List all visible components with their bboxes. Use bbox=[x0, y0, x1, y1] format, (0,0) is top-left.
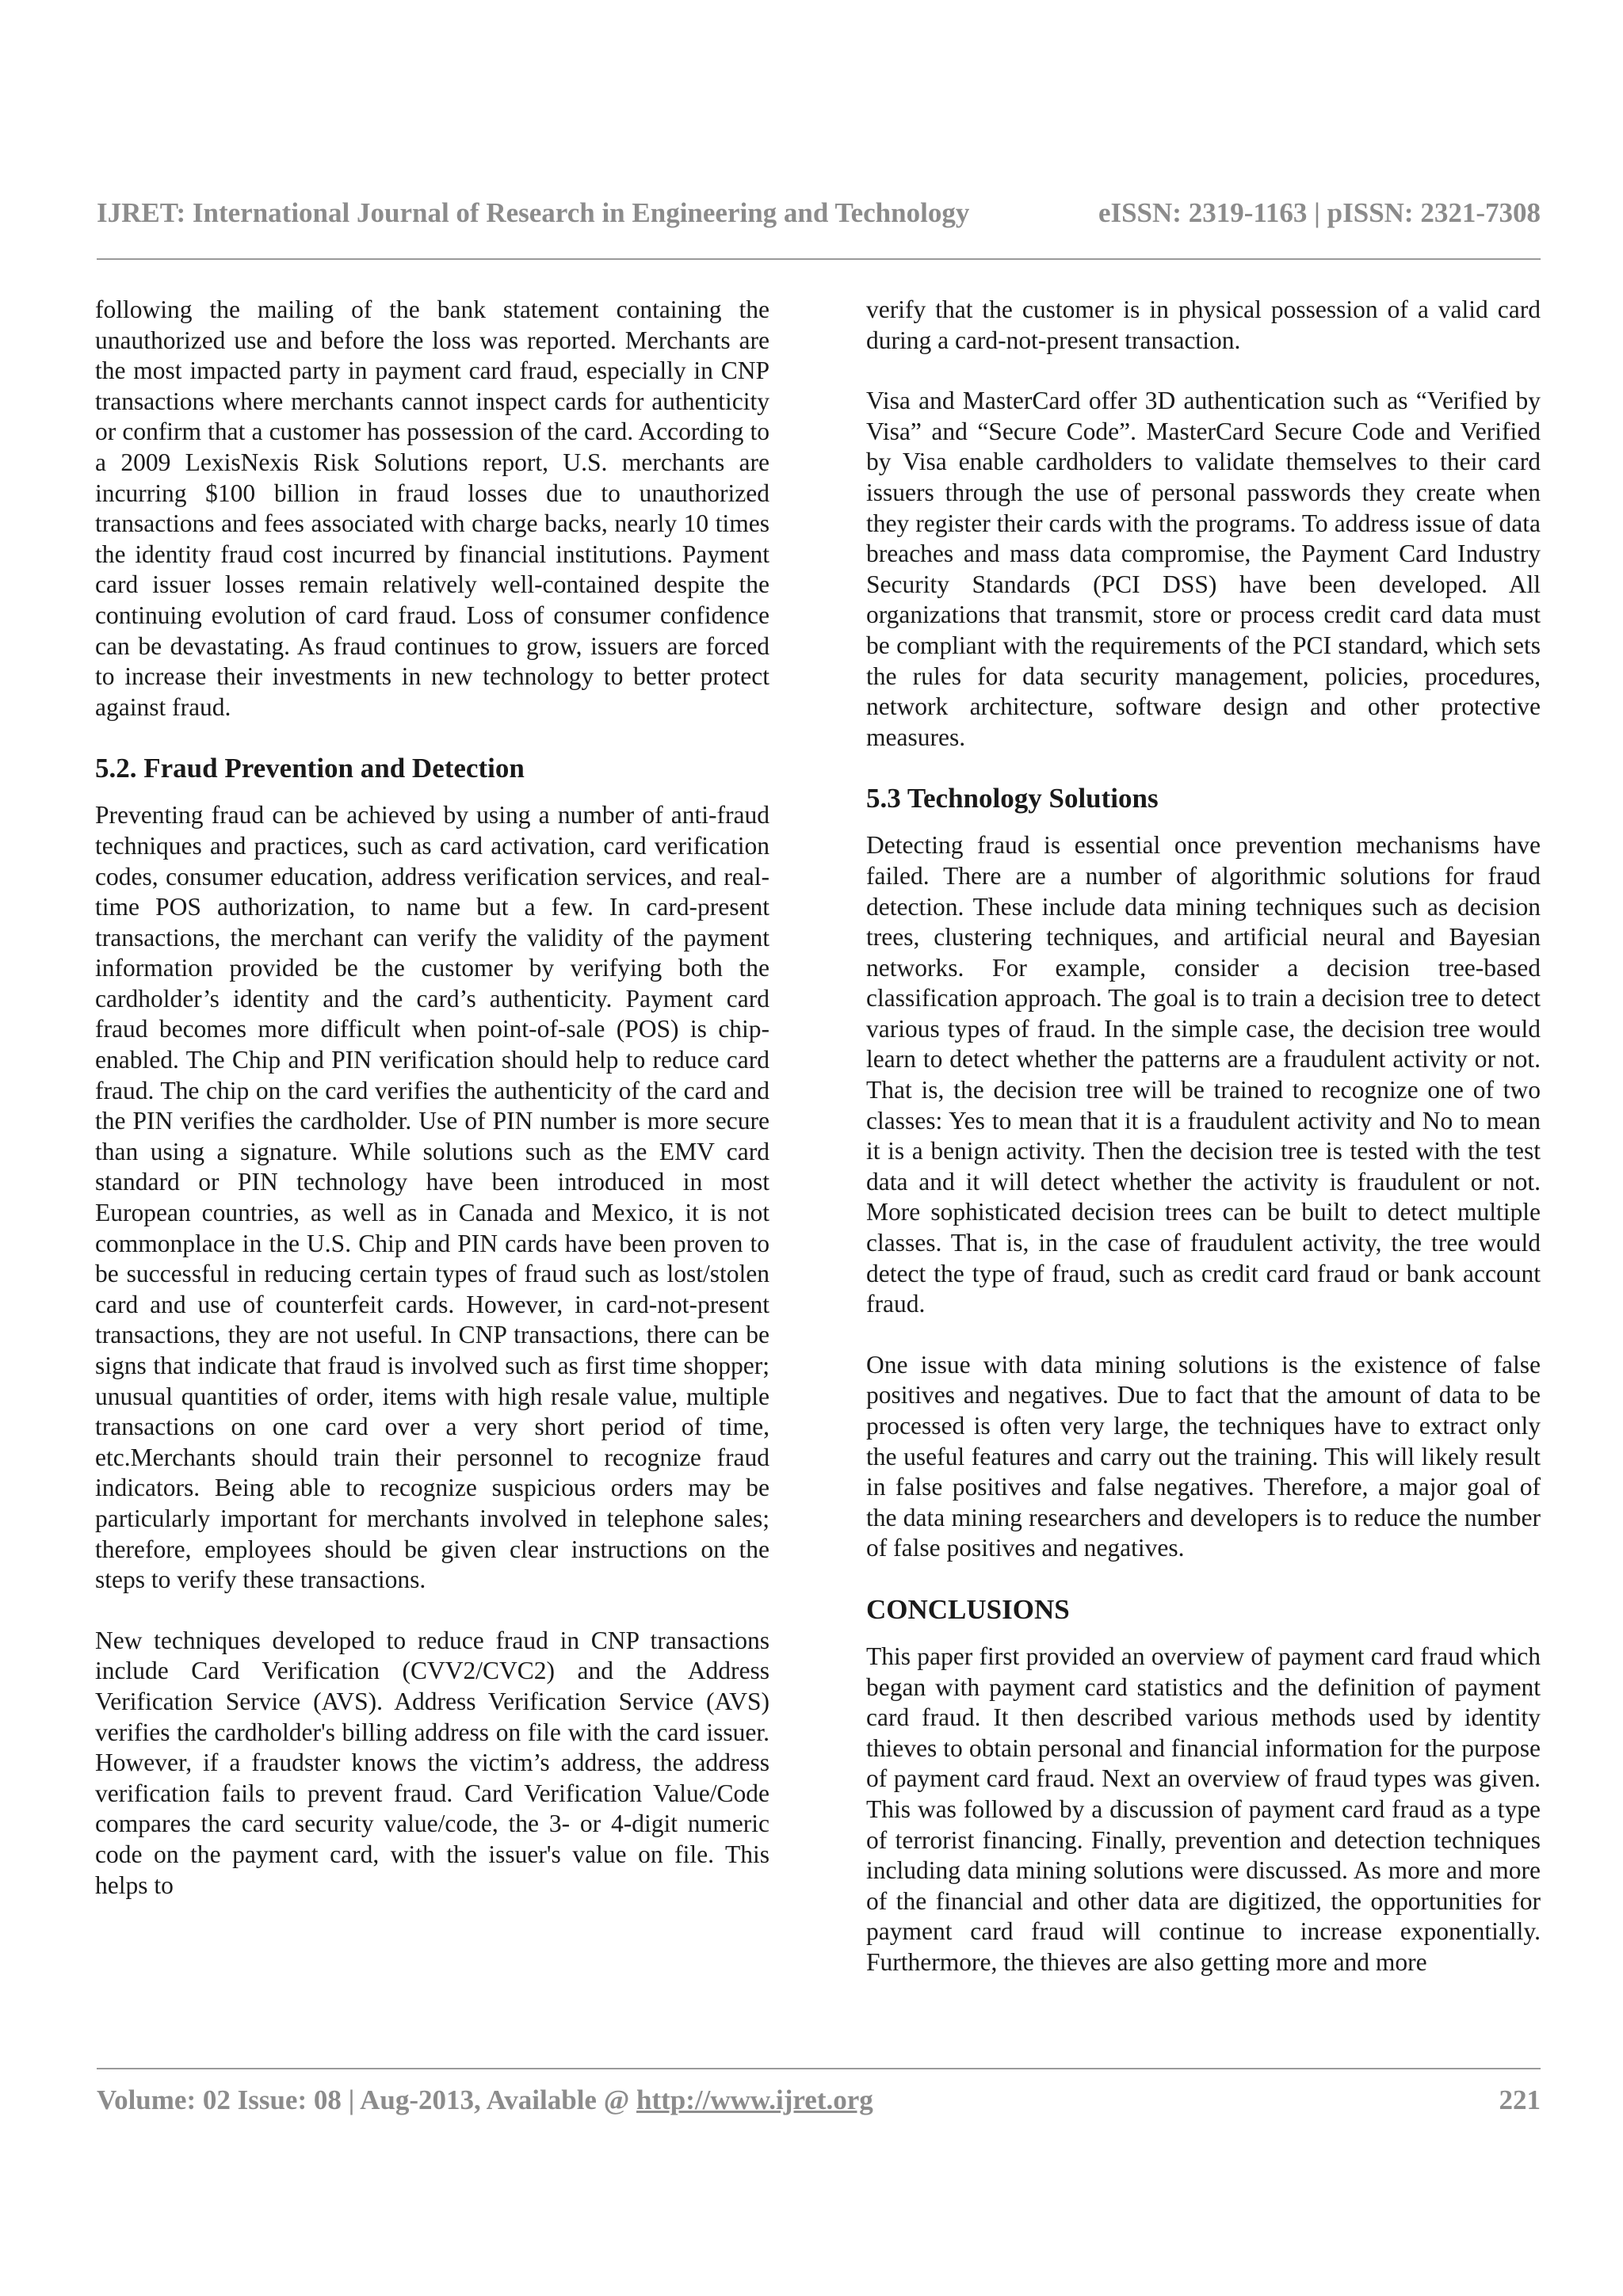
right-paragraph-5: This paper first provided an overview of payment card fraud which began with payment card statistics and the definition of payment card fraud. It then described various methods used by identity thieves to obtain personal and financial information for the purpose of payment card fraud. Next an overview of fraud types was given. This was followed by a discussion of payment card fraud as a type of terrorist financing. Finally, prevention and detection techniques including data mining solutions were discussed. As more and more of the financial and other data are digitized, the opportunities for payment card fraud will continue to increase exponentially. Furthermore, the thieves are also getting more and more bbox=[866, 1642, 1541, 1976]
journal-title: IJRET: International Journal of Research in Engineering and Technology bbox=[97, 197, 970, 228]
section-heading-5-3: 5.3 Technology Solutions bbox=[866, 783, 1159, 814]
page-header bbox=[97, 195, 1541, 231]
right-paragraph-2: Visa and MasterCard offer 3D authentication such as “Verified by Visa” and “Secure Code”. MasterCard Secure Code and Verified by Visa enable cardholders to validate themselves to their card issuers through the use of personal passwords they create when they register their cards with the programs. To address issue of data breaches and mass data compromise, the Payment Card Industry Security Standards (PCI DSS) have been developed. All organizations that transmit, store or process credit card data must be compliant with the requirements of the PCI standard, which sets the rules for data security management, policies, procedures, network architecture, software design and other protective measures. bbox=[866, 387, 1541, 751]
right-paragraph-3: Detecting fraud is essential once prevention mechanisms have failed. There are a number of algorithmic solutions for fraud detection. These include data mining techniques such as decision trees, clustering techniques, and artificial neural and Bayesian networks. For example, consider a decision tree-based classification approach. The goal is to train a decision tree to detect various types of fraud. In the simple case, the decision tree would learn to detect whether the patterns are a fraudulent activity or not. That is, the decision tree will be trained to recognize one of two classes: Yes to mean that it is a fraudulent activity and No to mean it is a benign activity. Then the decision tree is tested with the test data and it will detect whether the activity is fraudulent or not. More sophisticated decision trees can be built to detect multiple classes. That is, in the case of fraudulent activity, the tree would detect the type of fraud, such as credit card fraud or bank account fraud. bbox=[866, 831, 1541, 1318]
left-paragraph-3: New techniques developed to reduce fraud in CNP transactions include Card Verification (CVV2/CVC2) and the Address Verification Service (AVS). Address Verification Service (AVS) verifies the cardholder's billing address on file with the card issuer. However, if a fraudster knows the victim’s address, the address verification fails to prevent fraud. Card Verification Value/Code compares the card security value/code, the 3- or 4-digit numeric code on the payment card, with the issuer's value on file. This helps to bbox=[95, 1626, 769, 1899]
left-paragraph-1: following the mailing of the bank statement containing the unauthorized use and before the loss was reported. Merchants are the most impacted party in payment card fraud, especially in CNP transactions where merchants cannot inspect cards for authenticity or confirm that a customer has possession of the card. According to a 2009 LexisNexis Risk Solutions report, U.S. merchants are incurring $100 billion in fraud losses due to unauthorized transactions and fees associated with charge backs, nearly 10 times the identity fraud cost incurred by financial institutions. Payment card issuer losses remain relatively well-contained despite the continuing evolution of card fraud. Loss of consumer confidence can be devastating. As fraud continues to grow, issuers are forced to increase their investments in new technology to better protect against fraud. bbox=[95, 296, 769, 721]
page-number: 221 bbox=[1499, 2084, 1541, 2115]
left-column bbox=[95, 295, 769, 1901]
issn-text: eISSN: 2319-1163 | pISSN: 2321-7308 bbox=[1098, 197, 1541, 228]
conclusions-heading: CONCLUSIONS bbox=[866, 1593, 1070, 1625]
section-heading-5-2: 5.2. Fraud Prevention and Detection bbox=[95, 753, 525, 784]
page-footer bbox=[97, 2082, 1541, 2119]
journal-link[interactable]: http://www.ijret.org bbox=[636, 2084, 873, 2115]
footer-volume bbox=[97, 2084, 873, 2116]
right-column bbox=[866, 295, 1541, 1978]
footer-rule bbox=[97, 2068, 1541, 2069]
footer-volume-text: Volume: 02 Issue: 08 | Aug-2013, Available @ bbox=[97, 2084, 637, 2115]
left-paragraph-2: Preventing fraud can be achieved by using a number of anti-fraud techniques and practices, such as card activation, card verification codes, consumer education, address verification services, and real-time POS authorization, to name but a few. In card-present transactions, the merchant can verify the validity of the payment information provided be the customer by verifying both the cardholder’s identity and the card’s authenticity. Payment card fraud becomes more difficult when point-of-sale (POS) is chip-enabled. The Chip and PIN verification should help to reduce card fraud. The chip on the card verifies the authenticity of the card and the PIN verifies the cardholder. Use of PIN number is more secure than using a signature. While solutions such as the EMV card standard or PIN technology have been introduced in most European countries, as well as in Canada and Mexico, it is not commonplace in the U.S. Chip and PIN cards have been proven to be successful in reducing certain types of fraud such as lost/stolen card and use of counterfeit cards. However, in card-not-present transactions, they are not useful. In CNP transactions, there can be signs that indicate that fraud is involved such as first time shopper; unusual quantities of order, items with high resale value, multiple transactions on one card over a very short period of time, etc.Merchants should train their personnel to recognize fraud indicators. Being able to recognize suspicious orders may be particularly important for merchants involved in telephone sales; therefore, employees should be given clear instructions on the steps to verify these transactions. bbox=[95, 801, 769, 1594]
header-rule bbox=[97, 258, 1541, 260]
right-paragraph-1: verify that the customer is in physical possession of a valid card during a card-not-present transaction. bbox=[866, 296, 1541, 354]
right-paragraph-4: One issue with data mining solutions is the existence of false positives and negatives. Due to fact that the amount of data to be processed is often very large, the techniques have to extract only the useful features and carry out the training. This will likely result in false positives and false negatives. Therefore, a major goal of the data mining researchers and developers is to reduce the number of false positives and negatives. bbox=[866, 1350, 1541, 1562]
